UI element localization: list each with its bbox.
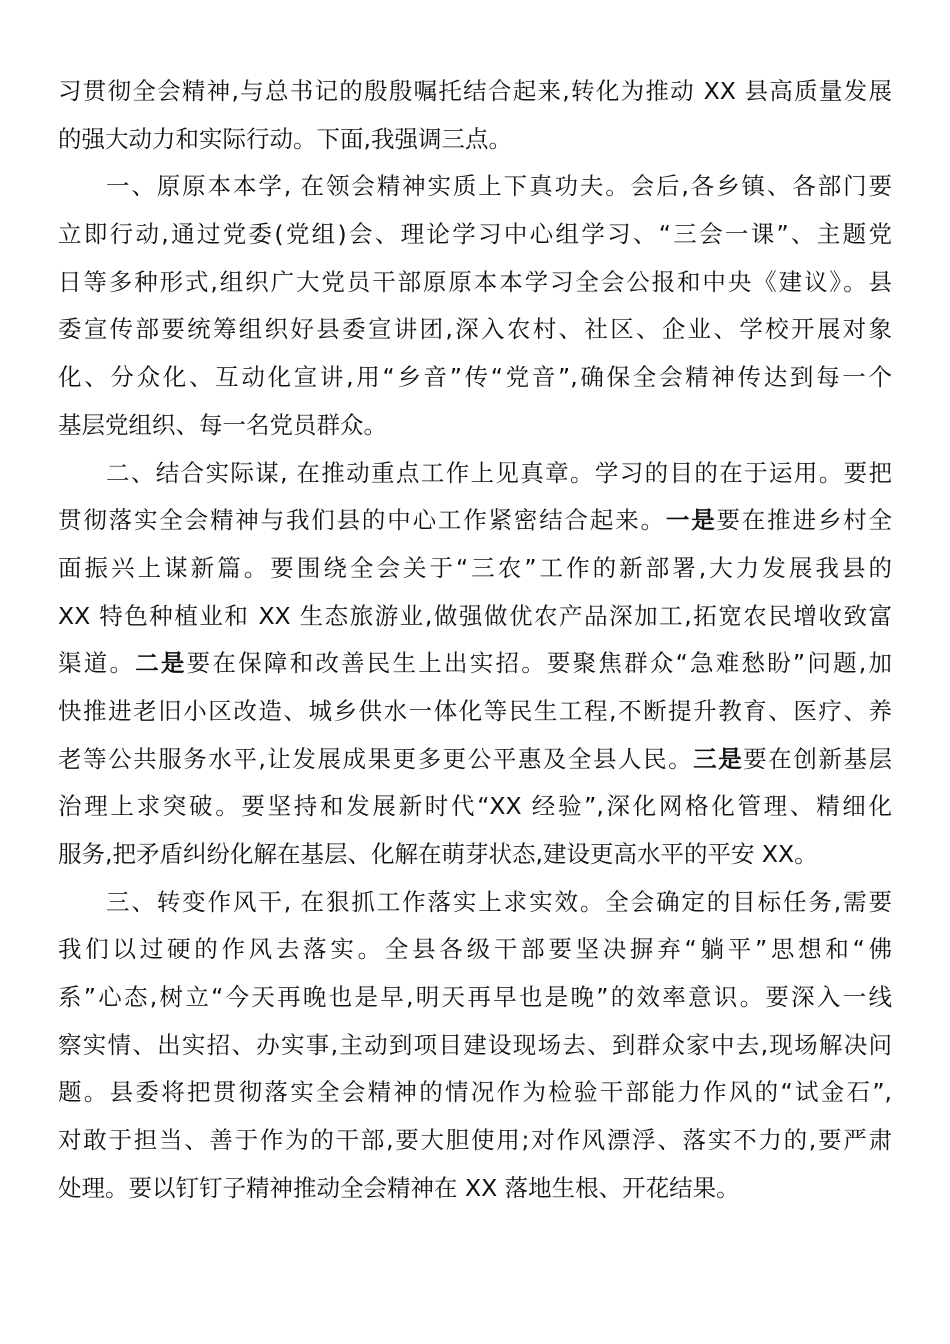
body-text: 要在推进乡村全 <box>716 506 892 535</box>
text-line <box>58 116 892 164</box>
text-line <box>58 163 892 211</box>
body-text: 我们以过硬的作风去落实。全县各级干部要坚决摒弃“躺平”思想和“佛 <box>58 935 892 964</box>
paragraph-intro-continuation <box>58 68 892 163</box>
text-line <box>58 545 892 593</box>
text-line <box>58 354 892 402</box>
text-line <box>58 640 892 688</box>
text-line <box>58 1117 892 1165</box>
body-text: 治理上求突破。要坚持和发展新时代“XX 经验”,深化网格化管理、精细化 <box>58 792 892 821</box>
body-text: 服务,把矛盾纠纷化解在基层、化解在萌芽状态,建设更高水平的平安 XX。 <box>58 840 818 868</box>
body-text: 基层党组织、每一名党员群众。 <box>58 410 387 439</box>
body-text: 系”心态,树立“今天再晚也是早,明天再早也是晚”的效率意识。要深入一线 <box>58 983 892 1012</box>
body-text: 题。县委将把贯彻落实全会精神的情况作为检验干部能力作风的“试金石”, <box>58 1078 892 1107</box>
text-line <box>58 593 892 641</box>
text-line <box>58 211 892 259</box>
bold-emphasis-text: 一是 <box>665 506 717 535</box>
body-text: 二、结合实际谋, 在推动重点工作上见真章。学习的目的在于运用。要把 <box>106 458 892 487</box>
body-text: XX 特色种植业和 XX 生态旅游业,做强做优农产品深加工,拓宽农民增收致富 <box>58 601 892 630</box>
body-text: 要在保障和改善民生上出实招。要聚焦群众“急难愁盼”问题,加 <box>186 649 892 678</box>
body-text: 处理。要以钉钉子精神推动全会精神在 XX 落地生根、开花结果。 <box>58 1173 740 1202</box>
body-text: 委宣传部要统筹组织好县委宣讲团,深入农村、社区、企业、学校开展对象 <box>58 315 892 344</box>
paragraph-point-one <box>58 163 892 449</box>
text-line <box>58 1069 892 1117</box>
text-line <box>58 879 892 927</box>
body-text: 老等公共服务水平,让发展成果更多更公平惠及全县人民。 <box>58 744 694 773</box>
text-line <box>58 402 892 450</box>
body-text: 察实情、出实招、办实事,主动到项目建设现场去、到群众家中去,现场解决问 <box>58 1030 892 1059</box>
bold-emphasis-text: 三是 <box>693 744 744 773</box>
body-text: 三、转变作风干, 在狠抓工作落实上求实效。全会确定的目标任务,需要 <box>106 887 892 916</box>
body-text: 贯彻落实全会精神与我们县的中心工作紧密结合起来。 <box>58 506 666 535</box>
body-text: 要在创新基层 <box>743 744 892 773</box>
text-line <box>58 926 892 974</box>
text-line <box>58 736 892 784</box>
body-text: 立即行动,通过党委(党组)会、理论学习中心组学习、“三会一课”、主题党 <box>58 220 892 249</box>
body-text: 一、原原本本学, 在领会精神实质上下真功夫。会后,各乡镇、各部门要 <box>106 172 892 201</box>
body-text: 面振兴上谋新篇。要围绕全会关于“三农”工作的新部署,大力发展我县的 <box>58 553 892 582</box>
body-text: 日等多种形式,组织广大党员干部原原本本学习全会公报和中央《建议》。县 <box>58 267 892 296</box>
paragraph-point-two <box>58 450 892 879</box>
body-text: 习贯彻全会精神,与总书记的殷殷嘱托结合起来,转化为推动 XX 县高质量发展 <box>58 77 892 105</box>
text-line <box>58 450 892 498</box>
text-line <box>58 688 892 736</box>
body-text: 对敢于担当、善于作为的干部,要大胆使用;对作风漂浮、落实不力的,要严肃 <box>58 1126 892 1155</box>
text-line <box>58 259 892 307</box>
body-text: 快推进老旧小区改造、城乡供水一体化等民生工程,不断提升教育、医疗、养 <box>58 696 892 725</box>
document-page <box>58 68 892 1213</box>
text-line <box>58 497 892 545</box>
body-text: 渠道。 <box>58 649 136 678</box>
bold-emphasis-text: 二是 <box>135 649 187 678</box>
text-line <box>58 1022 892 1070</box>
text-line <box>58 974 892 1022</box>
text-line <box>58 68 892 116</box>
paragraph-point-three <box>58 879 892 1213</box>
text-line <box>58 783 892 831</box>
text-line <box>58 1165 892 1213</box>
body-text: 的强大动力和实际行动。下面,我强调三点。 <box>58 124 512 153</box>
text-line <box>58 831 892 879</box>
body-text: 化、分众化、互动化宣讲,用“乡音”传“党音”,确保全会精神传达到每一个 <box>58 363 892 392</box>
text-line <box>58 306 892 354</box>
